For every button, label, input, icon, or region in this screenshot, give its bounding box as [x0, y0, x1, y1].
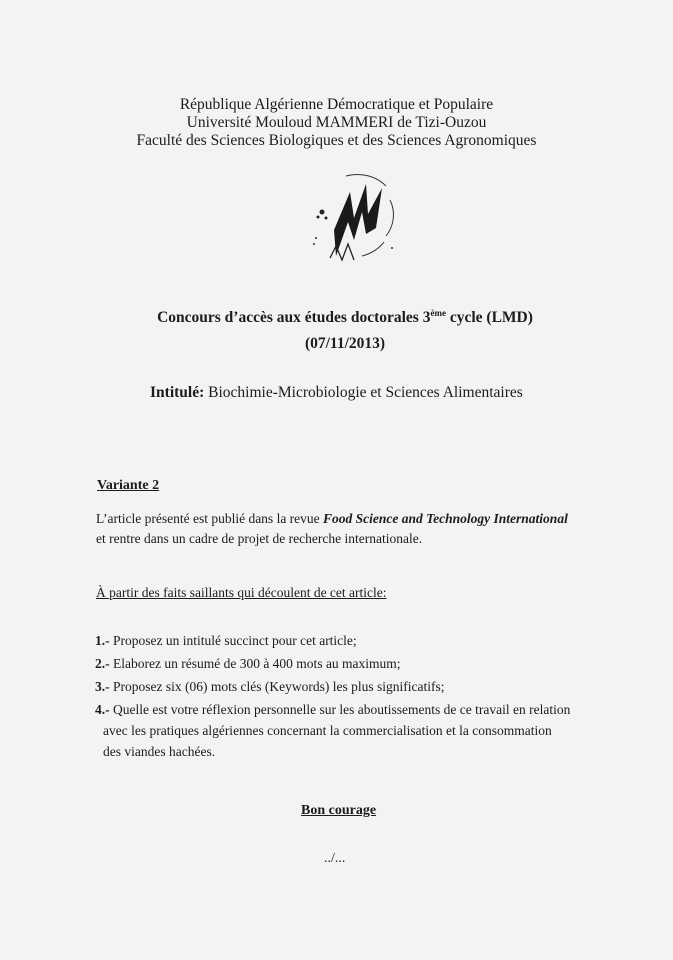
question-text: Elaborez un résumé de 300 à 400 mots au maximum; — [109, 656, 401, 671]
list-item — [95, 630, 570, 651]
list-item — [95, 676, 570, 697]
question-number: 3.- — [95, 679, 110, 694]
question-text-continued: avec les pratiques algériennes concernant la commercialisation et la consommation — [103, 723, 552, 738]
continuation-mark: ../... — [324, 851, 346, 866]
intitule-line — [150, 384, 523, 402]
university-logo-icon — [306, 170, 398, 266]
journal-name: Food Science and Technology International — [323, 511, 568, 526]
question-number: 1.- — [95, 633, 110, 648]
exam-title-suffix: cycle (LMD) — [445, 309, 533, 327]
exam-title-prefix: Concours d’accès aux études doctorales 3 — [157, 309, 431, 327]
intro-line-1 — [96, 509, 568, 529]
intro-line-2: et rentre dans un cadre de projet de recherche internationale. — [96, 531, 423, 546]
exam-title-line — [0, 300, 673, 331]
closing-text: Bon courage — [301, 803, 377, 818]
exam-date: (07/11/2013) — [304, 335, 386, 353]
question-number: 2.- — [95, 656, 110, 671]
question-number: 4.- — [95, 702, 110, 717]
question-text-continued: des viandes hachées. — [103, 744, 216, 759]
intro-text: L’article présenté est publié dans la revue — [96, 511, 324, 526]
exam-title-sup: ème — [430, 308, 446, 318]
intitule-value: Biochimie-Microbiologie et Sciences Alimentaires — [208, 384, 523, 401]
question-text: Quelle est votre réflexion personnelle sur les aboutissements de ce travail en relation — [109, 702, 571, 717]
exam-title — [0, 300, 673, 357]
question-text: Proposez six (06) mots clés (Keywords) les plus significatifs; — [109, 679, 445, 694]
list-item — [95, 653, 570, 674]
variante-heading: Variante 2 — [97, 478, 160, 493]
subheading: À partir des faits saillants qui découlent de cet article: — [96, 585, 387, 600]
header-republic: République Algérienne Démocratique et Populaire — [179, 96, 494, 113]
question-text: Proposez un intitulé succinct pour cet article; — [109, 633, 357, 648]
intro-paragraph — [96, 509, 568, 549]
intitule-label: Intitulé: — [150, 384, 205, 401]
document-header — [0, 96, 673, 150]
header-university: Université Mouloud MAMMERI de Tizi-Ouzou — [186, 114, 487, 131]
question-list — [95, 630, 570, 764]
header-faculty: Faculté des Sciences Biologiques et des Sciences Agronomiques — [136, 132, 537, 149]
list-item — [95, 699, 570, 762]
